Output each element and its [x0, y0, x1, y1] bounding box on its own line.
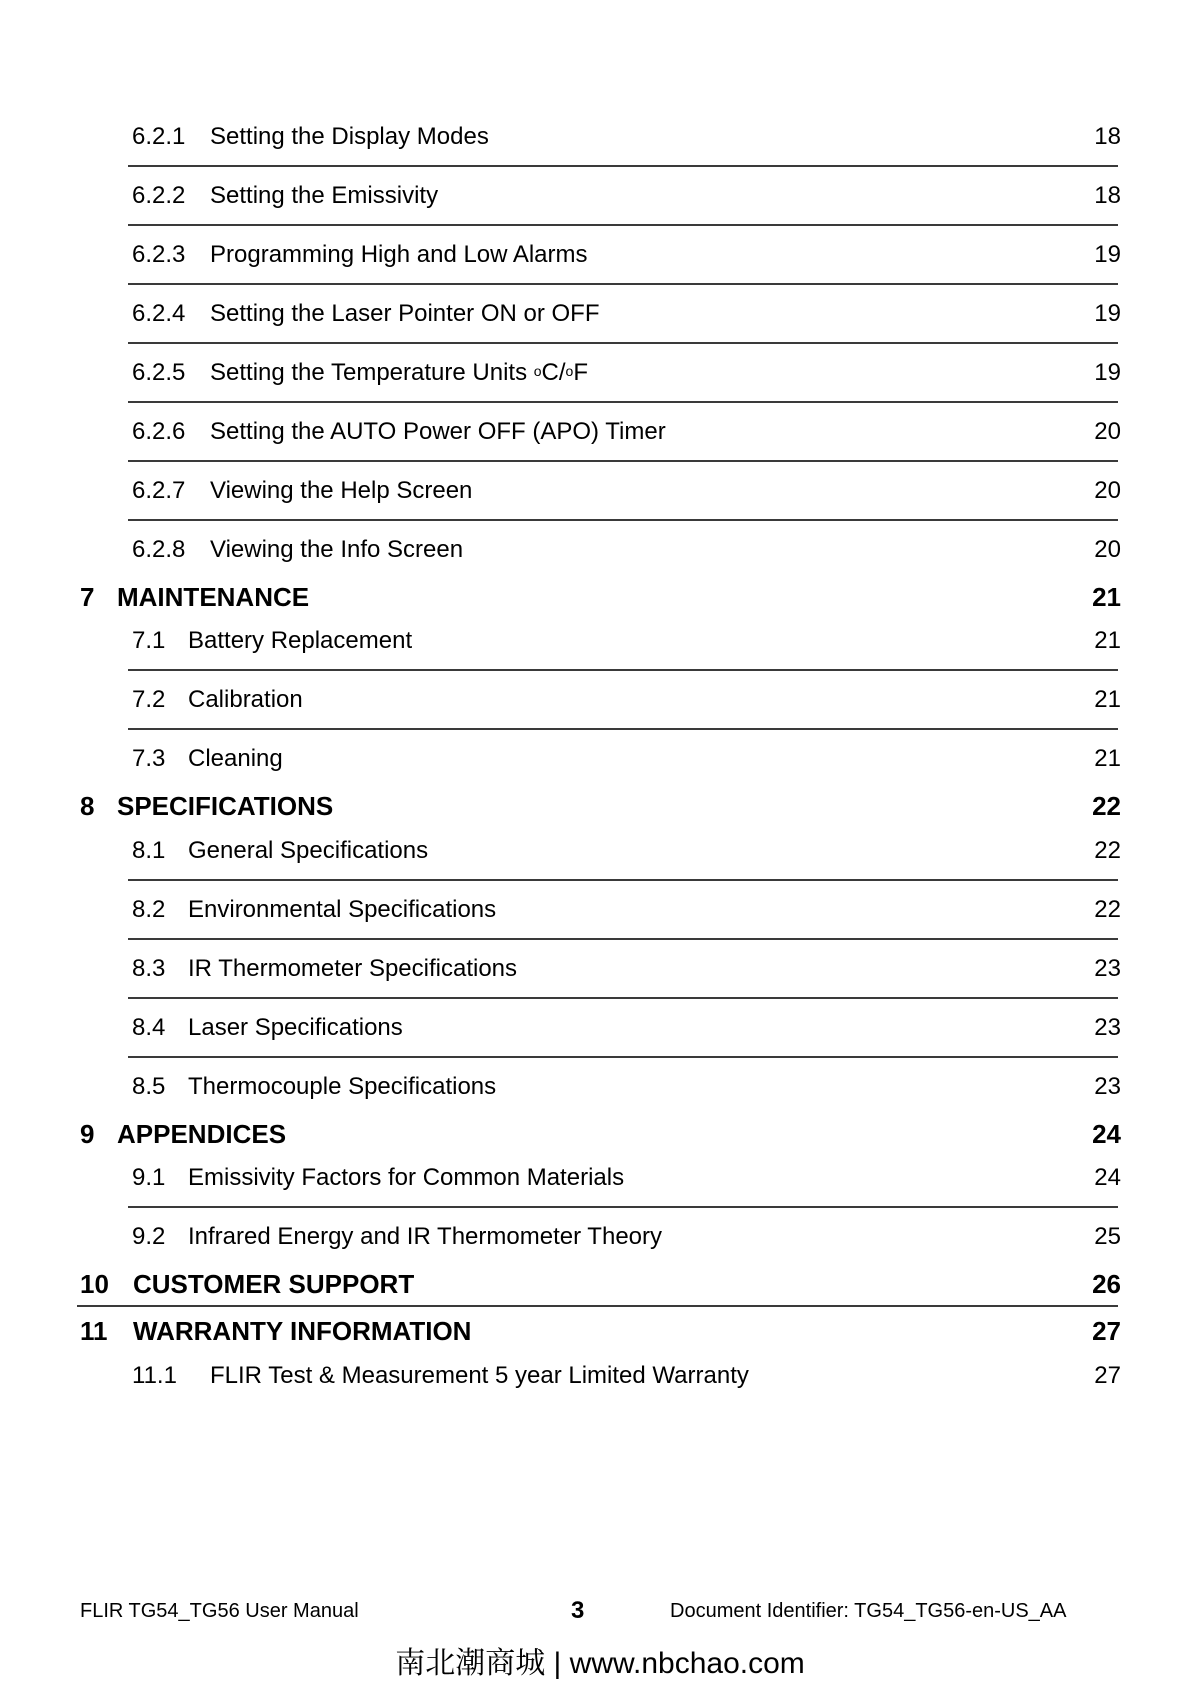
- toc-entry-title[interactable]: Thermocouple Specifications: [188, 1073, 497, 1100]
- toc-entry-page[interactable]: 21: [1094, 686, 1121, 713]
- divider: [128, 460, 1118, 462]
- footer-page-number: 3: [571, 1597, 585, 1624]
- toc-entry-number: 6.2.8: [132, 536, 186, 563]
- toc-entry-title[interactable]: FLIR Test & Measurement 5 year Limited Warranty: [210, 1362, 749, 1389]
- divider: [128, 669, 1118, 671]
- toc-entry-number: 6.2.1: [132, 123, 186, 150]
- toc-entry-9-2[interactable]: [0, 1217, 1200, 1257]
- toc-chapter-8[interactable]: [0, 786, 1200, 826]
- toc-entry-9-1[interactable]: [0, 1158, 1200, 1198]
- toc-entry-number: 7.3: [132, 745, 166, 772]
- toc-entry-page[interactable]: 18: [1094, 182, 1121, 209]
- footer-manual-title: FLIR TG54_TG56 User Manual: [80, 1600, 359, 1622]
- divider: [128, 997, 1118, 999]
- divider: [128, 165, 1118, 167]
- toc-chapter-7[interactable]: [0, 577, 1200, 617]
- toc-entry-title[interactable]: Setting the Display Modes: [210, 123, 489, 150]
- toc-entry-number: 6.2.7: [132, 477, 186, 504]
- toc-chapter-page[interactable]: 22: [1092, 791, 1121, 821]
- toc-entry-page[interactable]: 22: [1094, 896, 1121, 923]
- toc-chapter-number: 8: [80, 791, 95, 821]
- toc-chapter-number: 10: [80, 1269, 109, 1299]
- toc-entry-number: 8.1: [132, 837, 166, 864]
- toc-entry-title[interactable]: Programming High and Low Alarms: [210, 241, 588, 268]
- toc-chapter-title[interactable]: WARRANTY INFORMATION: [133, 1316, 472, 1346]
- toc-chapter-title[interactable]: MAINTENANCE: [117, 582, 310, 612]
- toc-entry-7-3[interactable]: [0, 739, 1200, 779]
- toc-chapter-title[interactable]: SPECIFICATIONS: [117, 791, 334, 821]
- toc-chapter-title[interactable]: CUSTOMER SUPPORT: [133, 1269, 415, 1299]
- toc-entry-page[interactable]: 23: [1094, 955, 1121, 982]
- toc-chapter-10[interactable]: [0, 1264, 1200, 1304]
- toc-entry-title[interactable]: Infrared Energy and IR Thermometer Theory: [188, 1223, 662, 1250]
- toc-entry-number: 6.2.5: [132, 359, 186, 386]
- toc-entry-page[interactable]: 20: [1094, 418, 1121, 445]
- toc-entry-page[interactable]: 22: [1094, 837, 1121, 864]
- toc-entry-8-2[interactable]: [0, 890, 1200, 930]
- toc-chapter-title[interactable]: APPENDICES: [117, 1119, 287, 1149]
- toc-entry-number: 6.2.2: [132, 182, 186, 209]
- divider: [128, 938, 1118, 940]
- watermark: 南北潮商城 | www.nbchao.com: [395, 1647, 805, 1680]
- toc-entry-number: 8.2: [132, 896, 166, 923]
- toc-entry-11-1[interactable]: [0, 1356, 1200, 1396]
- toc-entry-page[interactable]: 21: [1094, 627, 1121, 654]
- divider: [128, 519, 1118, 521]
- toc-chapter-11[interactable]: [0, 1311, 1200, 1351]
- toc-entry-title[interactable]: Setting the AUTO Power OFF (APO) Timer: [210, 418, 666, 445]
- toc-entry-title[interactable]: IR Thermometer Specifications: [188, 955, 518, 982]
- toc-entry-page[interactable]: 19: [1094, 241, 1121, 268]
- divider: [128, 728, 1118, 730]
- toc-entry-7-1[interactable]: [0, 621, 1200, 661]
- toc-entry-page[interactable]: 23: [1094, 1014, 1121, 1041]
- toc-entry-6-2-3[interactable]: [0, 235, 1200, 275]
- toc-entry-title[interactable]: [210, 353, 588, 393]
- divider: [128, 1056, 1118, 1058]
- divider: [128, 283, 1118, 285]
- toc-entry-number: 6.2.6: [132, 418, 186, 445]
- toc-entry-6-2-6[interactable]: [0, 412, 1200, 452]
- toc-chapter-number: 7: [80, 582, 95, 612]
- toc-entry-page[interactable]: 19: [1094, 300, 1121, 327]
- toc-chapter-9[interactable]: [0, 1114, 1200, 1154]
- toc-entry-title[interactable]: Setting the Laser Pointer ON or OFF: [210, 300, 600, 327]
- title-text: Setting the Temperature Units: [210, 359, 534, 386]
- toc-entry-title[interactable]: Cleaning: [188, 745, 283, 772]
- toc-chapter-page[interactable]: 21: [1092, 582, 1121, 612]
- toc-entry-8-4[interactable]: [0, 1008, 1200, 1048]
- toc-chapter-page[interactable]: 27: [1092, 1316, 1121, 1346]
- toc-entry-title[interactable]: Viewing the Info Screen: [210, 536, 464, 563]
- footer-document-identifier: Document Identifier: TG54_TG56-en-US_AA: [670, 1600, 1067, 1622]
- toc-entry-page[interactable]: 18: [1094, 123, 1121, 150]
- toc-entry-number: 7.2: [132, 686, 166, 713]
- toc-entry-title[interactable]: Viewing the Help Screen: [210, 477, 473, 504]
- toc-entry-number: 7.1: [132, 627, 166, 654]
- unit-celsius: C/: [541, 359, 566, 386]
- toc-entry-number: 8.5: [132, 1073, 166, 1100]
- toc-entry-title[interactable]: Setting the Emissivity: [210, 182, 439, 209]
- toc-entry-6-2-4[interactable]: [0, 294, 1200, 334]
- toc-chapter-number: 9: [80, 1119, 95, 1149]
- toc-entry-8-3[interactable]: [0, 949, 1200, 989]
- toc-entry-6-2-2[interactable]: [0, 176, 1200, 216]
- divider: [128, 342, 1118, 344]
- toc-chapter-page[interactable]: 24: [1092, 1119, 1121, 1149]
- toc-entry-6-2-7[interactable]: [0, 471, 1200, 511]
- toc-entry-7-2[interactable]: [0, 680, 1200, 720]
- divider: [77, 1305, 1118, 1307]
- toc-chapter-number: 11: [80, 1316, 108, 1346]
- divider: [128, 879, 1118, 881]
- toc-entry-title[interactable]: Battery Replacement: [188, 627, 413, 654]
- toc-entry-8-5[interactable]: [0, 1067, 1200, 1107]
- toc-entry-page[interactable]: 25: [1094, 1223, 1121, 1250]
- toc-entry-6-2-5[interactable]: [0, 353, 1200, 393]
- divider: [128, 1206, 1118, 1208]
- toc-entry-title[interactable]: Emissivity Factors for Common Materials: [188, 1164, 625, 1191]
- toc-entry-title[interactable]: Calibration: [188, 686, 303, 713]
- divider: [128, 224, 1118, 226]
- toc-entry-number: 9.1: [132, 1164, 166, 1191]
- toc-entry-title[interactable]: Environmental Specifications: [188, 896, 497, 923]
- toc-entry-page[interactable]: 21: [1094, 745, 1121, 772]
- degree-symbol: o: [565, 363, 574, 379]
- toc-entry-number: 6.2.4: [132, 300, 186, 327]
- toc-entry-6-2-8[interactable]: [0, 530, 1200, 570]
- toc-entry-number: 6.2.3: [132, 241, 186, 268]
- toc-entry-title[interactable]: General Specifications: [188, 837, 429, 864]
- toc-entry-page[interactable]: 24: [1094, 1164, 1121, 1191]
- toc-entry-8-1[interactable]: [0, 831, 1200, 871]
- toc-entry-page[interactable]: 19: [1094, 359, 1121, 386]
- toc-entry-page[interactable]: 20: [1094, 477, 1121, 504]
- toc-entry-6-2-1[interactable]: [0, 117, 1200, 157]
- unit-fahrenheit: F: [573, 359, 588, 386]
- degree-symbol: o: [533, 363, 542, 379]
- toc-entry-number: 11.1: [132, 1362, 177, 1389]
- toc-entry-page[interactable]: 27: [1094, 1362, 1121, 1389]
- toc-entry-number: 8.3: [132, 955, 166, 982]
- toc-entry-number: 9.2: [132, 1223, 166, 1250]
- toc-entry-title[interactable]: Laser Specifications: [188, 1014, 403, 1041]
- divider: [128, 401, 1118, 403]
- toc-entry-page[interactable]: 20: [1094, 536, 1121, 563]
- toc-chapter-page[interactable]: 26: [1092, 1269, 1121, 1299]
- toc-entry-page[interactable]: 23: [1094, 1073, 1121, 1100]
- toc-entry-number: 8.4: [132, 1014, 166, 1041]
